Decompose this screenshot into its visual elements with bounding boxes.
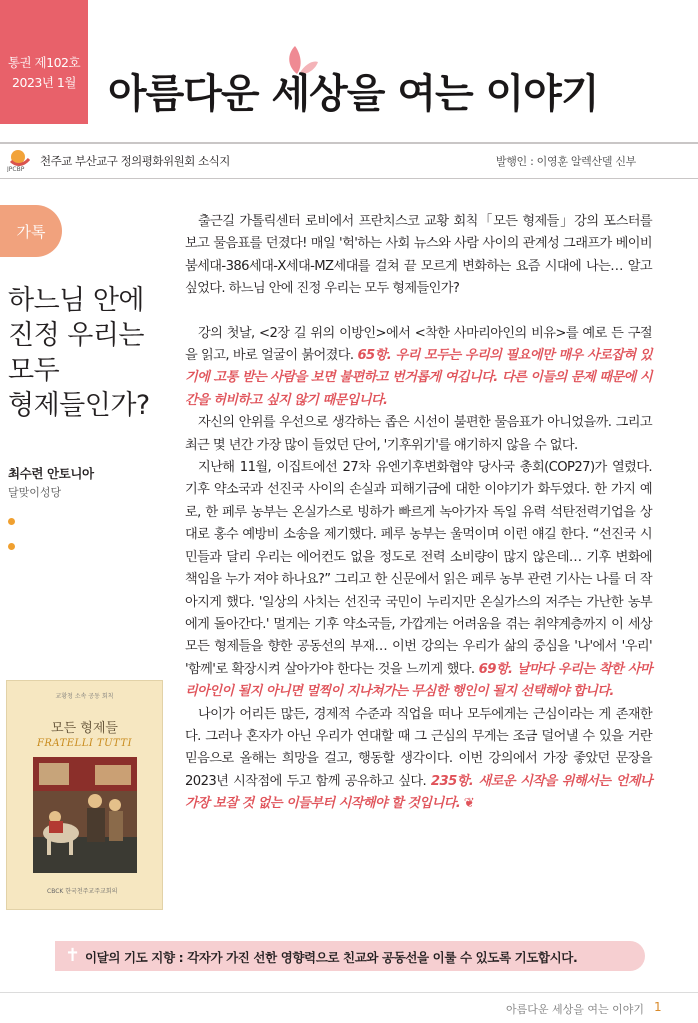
paragraph: 출근길 가톨릭센터 로비에서 프란치스코 교황 회칙「모든 형제들」강의 포스터를 보고 물음표를 던졌다! 매일 '헉'하는 사회 뉴스와 사람 사이의 관계성 그래프가 베이비붐세대-386세대-X세대-MZ세대를 걸쳐 끝 모르게 변화하는 요즘 시대에 나는… 알고 싶었다. 하느님 안에 진정 우리는 모두 형제들인가? — [185, 214, 652, 297]
issue-number: 통권 제102호 — [7, 55, 81, 70]
issue-info-box — [0, 0, 88, 124]
org-name: 천주교 부산교구 정의평화위원회 소식지 — [40, 154, 230, 168]
author-parish: 달맞이성당 — [8, 486, 62, 499]
issue-date: 2023년 1월 — [12, 75, 76, 90]
headline-line: 하느님 안에 — [8, 285, 144, 316]
bullet-dot — [8, 543, 15, 550]
headline-line: 진정 우리는 — [8, 320, 144, 351]
publisher: 발행인 : 이영훈 알렉산델 신부 — [495, 155, 636, 168]
book-title: 모든 형제들 — [51, 721, 118, 736]
paragraph: 지난해 11월, 이집트에선 27차 유엔기후변화협약 당사국 총회(COP27)가 열렸다. 기후 약소국과 선진국 사이의 손실과 피해기금에 대한 이야기가 화두였다. 한 가지 예로, 한 페루 농부는 온실가스로 빙하가 빠르게 녹아가자 독일 유력 석탄전력기업을 상대로 홍수 예방비 소송을 제기했다. 페루 농부는 울먹이며 이런 얘길 한다. “선진국 시민들과 달리 우리는 에어컨도 없을 정도로 전력 소비량이 많지 않은데… 기후 변화에 책임을 누가 져야 하나요?” 그리고 한 신문에서 읽은 페루 농부 관련 기사는 나를 더 작아지게 했다. '일상의 사치는 선진국 국민이 누리지만 온실가스의 저주는 가난한 농부에게 돌아간다.' 멀게는 기후 약소국들, 가깝게는 어려움을 겪는 취약계층까지 이 세상 모든 형제들을 향한 공동선의 부재… 이번 강의는 우리가 삶의 중심을 '나'에서 '우리' '함께'로 확장시켜 살아가야 한다는 것을 느끼게 했다. 69항. 날마다 우리는 착한 사마리아인이 될지 아니면 멀찍이 지나쳐가는 무심한 행인이 될지 선택해야 합니다. — [185, 460, 652, 700]
headline-line: 모두 — [8, 355, 60, 386]
book-series-text: 교황청 소속 공동 회칙 — [55, 693, 114, 700]
page-number: 1 — [654, 1000, 662, 1014]
svg-text:JPCBP: JPCBP — [7, 166, 25, 172]
bullet-dot — [8, 518, 15, 525]
header-divider — [0, 142, 698, 144]
fresco-painting — [33, 757, 137, 873]
prayer-banner — [55, 941, 645, 971]
quote-highlight: 69항. 날마다 우리는 착한 사마리아인이 될지 아니면 멀찍이 지나쳐가는 무심한 행인이 될지 선택해야 합니다. — [185, 661, 652, 700]
prayer-text: 이달의 기도 지향 : 각자가 가진 선한 영향력으로 친교와 공동선을 이룰 수 있도록 기도합시다. — [85, 950, 578, 965]
headline-line: 형제들인가? — [8, 390, 150, 421]
book-subtitle: FRATELLI TUTTI — [36, 738, 133, 749]
paragraph: 나이가 어리든 많든, 경제적 수준과 직업을 떠나 모두에게는 근심이라는 게 존재한다. 그러나 혼자가 아닌 우리가 연대할 때 그 근심의 무게는 조금 덜어낼 수 있을 거란 믿음으로 올해는 희망을 걸고, 행동할 생각이다. 이번 강의에서 가장 좋았던 문장을 2023년 시작점에 두고 함께 공유하고 싶다. 235항. 새로운 시작을 위해서는 언제나 가장 보잘 것 없는 이들부터 시작해야 할 것입니다. ❦ — [185, 706, 652, 812]
cross-icon: ✝ — [65, 945, 81, 966]
article-body — [185, 211, 652, 816]
footer-divider — [0, 992, 698, 993]
category-tag: 가톡 — [0, 205, 62, 257]
jp-logo-icon — [7, 148, 37, 172]
paragraph: 강의 첫날, <2장 길 위의 이방인>에서 <착한 사마리아인의 비유>를 예로 든 구절을 읽고, 바로 얼굴이 붉어졌다. 65항. 우리 모두는 우리의 필요에만 매우 사로잡혀 있기에 고통 받는 사람을 보면 불편하고 번거롭게 여깁니다. 다른 이들의 문제 때문에 시간을 허비하고 싶지 않기 때문입니다. — [185, 325, 653, 408]
paragraph: 자신의 안위를 우선으로 생각하는 좁은 시선이 불편한 물음표가 아니었을까. 그리고 최근 몇 년간 가장 많이 들었던 단어, '기후위기'를 얘기하지 않을 수 없다. — [185, 415, 652, 453]
author-name: 최수련 안토니아 — [8, 466, 94, 481]
subheader-divider — [0, 178, 698, 179]
masthead-title: 아름다운 세상을 여는 이야기 — [108, 70, 599, 117]
quote-highlight: 235항. 새로운 시작을 위해서는 언제나 가장 보잘 것 없는 이들부터 시작해야 할 것입니다. — [185, 773, 652, 812]
article-headline — [8, 283, 178, 423]
footer-title: 아름다운 세상을 여는 이야기 — [506, 1003, 645, 1016]
book-publisher: CBCK 한국천주교주교회의 — [47, 888, 118, 895]
quote-highlight: 65항. 우리 모두는 우리의 필요에만 매우 사로잡혀 있기에 고통 받는 사람을 보면 불편하고 번거롭게 여깁니다. 다른 이들의 문제 때문에 시간을 허비하고 싶지 않기 때문입니다. — [185, 348, 653, 408]
book-cover-image — [7, 681, 162, 909]
leaf-icon: ❦ — [460, 796, 475, 812]
